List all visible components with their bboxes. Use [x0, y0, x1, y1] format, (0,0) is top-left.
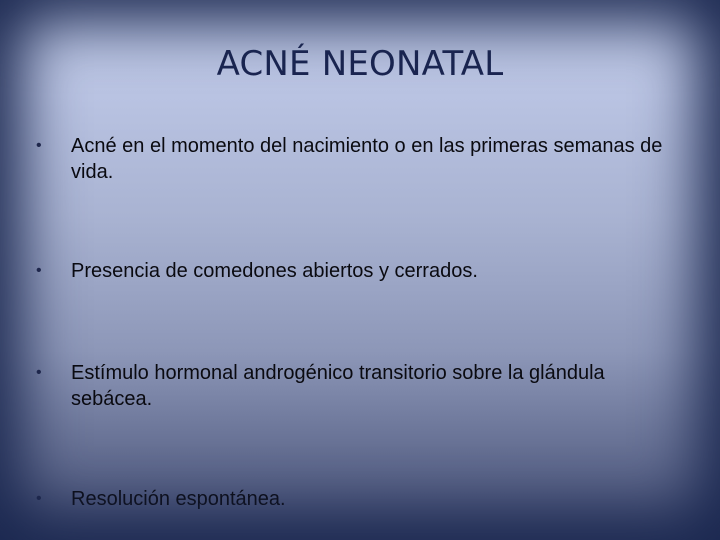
bullet-marker: •	[36, 364, 42, 381]
bullet-text: Estímulo hormonal androgénico transitorio sobre la glándula sebácea.	[71, 362, 605, 410]
bullet-item	[36, 133, 676, 185]
bullet-item	[36, 258, 676, 284]
bullet-item	[36, 486, 676, 512]
bullet-marker: •	[36, 262, 42, 279]
bullet-text: Presencia de comedones abiertos y cerrados.	[71, 260, 478, 282]
slide-title: ACNÉ NEONATAL	[216, 44, 504, 84]
bullet-marker: •	[36, 137, 42, 154]
bullet-text: Resolución espontánea.	[71, 488, 286, 510]
bullet-text: Acné en el momento del nacimiento o en las primeras semanas de vida.	[71, 135, 663, 183]
bullet-marker: •	[36, 490, 42, 507]
bullet-item	[36, 360, 676, 412]
